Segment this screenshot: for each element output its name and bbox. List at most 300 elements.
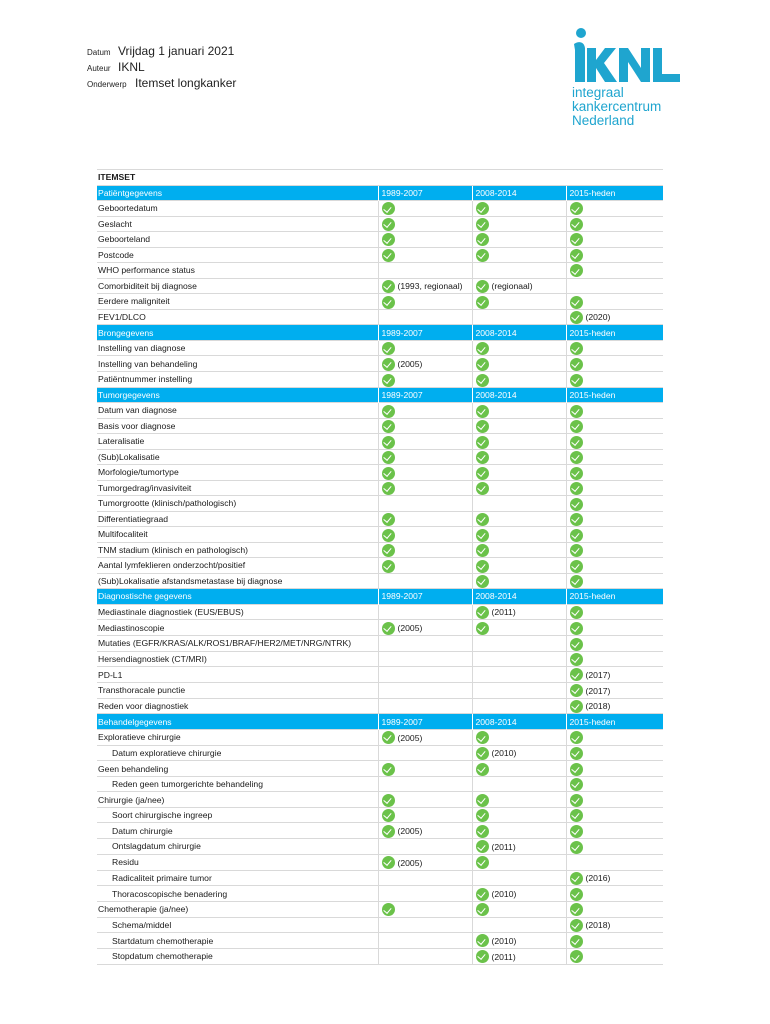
checkmark-icon <box>570 747 583 760</box>
item-row <box>97 309 663 325</box>
item-label: Eerdere maligniteit <box>97 294 378 310</box>
item-row <box>97 917 663 933</box>
item-row <box>97 465 663 481</box>
period-cell <box>378 823 472 839</box>
checkmark-icon <box>476 202 489 215</box>
item-row <box>97 201 663 217</box>
period-cell <box>378 232 472 248</box>
checkmark-icon <box>476 856 489 869</box>
item-label: Datum chirurgie <box>97 823 378 839</box>
item-label: Ontslagdatum chirurgie <box>97 839 378 855</box>
period-cell <box>378 902 472 918</box>
period-cell <box>566 886 663 902</box>
item-row <box>97 449 663 465</box>
period-cell <box>378 933 472 949</box>
period-cell <box>378 340 472 356</box>
item-row <box>97 776 663 792</box>
checkmark-icon <box>570 778 583 791</box>
item-row <box>97 294 663 310</box>
checkmark-icon <box>570 451 583 464</box>
period-cell <box>566 573 663 589</box>
item-label: Instelling van diagnose <box>97 340 378 356</box>
checkmark-icon <box>476 825 489 838</box>
item-row <box>97 403 663 419</box>
period-cell <box>378 247 472 263</box>
period-cell <box>566 480 663 496</box>
item-label: Transthoracale punctie <box>97 682 378 698</box>
checkmark-icon <box>570 264 583 277</box>
checkmark-icon <box>476 529 489 542</box>
period-cell <box>378 278 472 294</box>
checkmark-icon <box>570 342 583 355</box>
item-label: Chirurgie (ja/nee) <box>97 792 378 808</box>
period-header: 2015-heden <box>566 325 663 341</box>
item-label: Mutaties (EGFR/KRAS/ALK/ROS1/BRAF/HER2/MET/NRG/NTRK) <box>97 636 378 652</box>
item-label: Tumorgrootte (klinisch/pathologisch) <box>97 496 378 512</box>
period-cell <box>472 340 566 356</box>
checkmark-icon <box>382 296 395 309</box>
checkmark-icon <box>570 249 583 262</box>
meta-date-label: Datum <box>87 48 111 57</box>
period-note: (2005) <box>397 623 423 634</box>
item-label: Differentiatiegraad <box>97 511 378 527</box>
checkmark-icon <box>382 233 395 246</box>
item-label: Exploratieve chirurgie <box>97 729 378 745</box>
item-row <box>97 807 663 823</box>
period-cell <box>378 948 472 964</box>
item-row <box>97 247 663 263</box>
period-cell <box>378 356 472 372</box>
period-cell <box>378 729 472 745</box>
checkmark-icon <box>382 436 395 449</box>
checkmark-icon <box>382 622 395 635</box>
period-note: (1993, regionaal) <box>397 281 463 292</box>
period-cell <box>566 761 663 777</box>
period-cell <box>472 870 566 886</box>
period-cell <box>472 698 566 714</box>
period-cell <box>472 917 566 933</box>
period-cell <box>378 839 472 855</box>
checkmark-icon <box>570 482 583 495</box>
period-cell <box>566 776 663 792</box>
item-label: Postcode <box>97 247 378 263</box>
period-note: (regionaal) <box>491 281 533 292</box>
section-title: Brongegevens <box>97 325 378 341</box>
period-cell <box>472 807 566 823</box>
item-label: Datum van diagnose <box>97 403 378 419</box>
item-row <box>97 340 663 356</box>
meta-subject-row <box>87 76 236 92</box>
period-cell <box>378 792 472 808</box>
item-label: Mediastinoscopie <box>97 620 378 636</box>
item-row <box>97 232 663 248</box>
checkmark-icon <box>476 280 489 293</box>
checkmark-icon <box>570 560 583 573</box>
checkmark-icon <box>570 498 583 511</box>
period-cell <box>378 496 472 512</box>
item-label: Startdatum chemotherapie <box>97 933 378 949</box>
checkmark-icon <box>570 903 583 916</box>
checkmark-icon <box>570 872 583 885</box>
itemset-title: ITEMSET <box>97 170 378 186</box>
checkmark-icon <box>476 560 489 573</box>
checkmark-icon <box>570 467 583 480</box>
item-row <box>97 372 663 388</box>
period-cell <box>566 823 663 839</box>
checkmark-icon <box>570 233 583 246</box>
period-cell <box>472 636 566 652</box>
checkmark-icon <box>382 731 395 744</box>
item-label: Thoracoscopische benadering <box>97 886 378 902</box>
period-cell <box>378 372 472 388</box>
checkmark-icon <box>476 374 489 387</box>
checkmark-icon <box>382 358 395 371</box>
period-cell <box>566 948 663 964</box>
item-label: Geboortedatum <box>97 201 378 217</box>
period-note: (2011) <box>491 841 516 852</box>
item-label: Hersendiagnostiek (CT/MRI) <box>97 651 378 667</box>
period-header: 1989-2007 <box>378 714 472 730</box>
period-cell <box>472 902 566 918</box>
period-cell <box>378 886 472 902</box>
period-cell <box>566 745 663 761</box>
period-cell <box>566 372 663 388</box>
checkmark-icon <box>570 763 583 776</box>
checkmark-icon <box>476 888 489 901</box>
period-note: (2011) <box>491 607 516 618</box>
period-cell <box>472 839 566 855</box>
checkmark-icon <box>570 420 583 433</box>
checkmark-icon <box>382 529 395 542</box>
period-header: 1989-2007 <box>378 589 472 605</box>
checkmark-icon <box>382 809 395 822</box>
item-row <box>97 682 663 698</box>
item-row <box>97 263 663 279</box>
checkmark-icon <box>476 747 489 760</box>
item-label: Instelling van behandeling <box>97 356 378 372</box>
item-label: Patiëntnummer instelling <box>97 372 378 388</box>
meta-author-label: Auteur <box>87 64 111 73</box>
period-cell <box>566 496 663 512</box>
period-cell <box>472 356 566 372</box>
item-row <box>97 496 663 512</box>
checkmark-icon <box>476 903 489 916</box>
item-row <box>97 870 663 886</box>
period-header: 1989-2007 <box>378 325 472 341</box>
checkmark-icon <box>476 405 489 418</box>
period-cell <box>472 216 566 232</box>
checkmark-icon <box>476 420 489 433</box>
section-title: Tumorgegevens <box>97 387 378 403</box>
checkmark-icon <box>570 935 583 948</box>
period-cell <box>472 604 566 620</box>
item-label: PD-L1 <box>97 667 378 683</box>
period-cell <box>472 263 566 279</box>
period-cell <box>566 449 663 465</box>
checkmark-icon <box>476 218 489 231</box>
item-label: Morfologie/tumortype <box>97 465 378 481</box>
period-note: (2005) <box>397 359 423 370</box>
checkmark-icon <box>476 451 489 464</box>
checkmark-icon <box>570 700 583 713</box>
period-cell <box>566 340 663 356</box>
period-cell <box>566 511 663 527</box>
item-row <box>97 823 663 839</box>
iknl-logo-mark <box>572 26 684 86</box>
checkmark-icon <box>570 809 583 822</box>
period-cell <box>472 558 566 574</box>
period-cell <box>378 527 472 543</box>
period-note: (2005) <box>397 732 423 743</box>
period-cell <box>472 511 566 527</box>
period-cell <box>378 558 472 574</box>
checkmark-icon <box>476 513 489 526</box>
period-cell <box>566 542 663 558</box>
period-cell <box>566 792 663 808</box>
period-cell <box>378 604 472 620</box>
period-note: (2020) <box>585 312 611 323</box>
item-row <box>97 902 663 918</box>
checkmark-icon <box>476 794 489 807</box>
period-cell <box>566 854 663 870</box>
period-cell <box>472 682 566 698</box>
iknl-logo <box>572 26 687 128</box>
checkmark-icon <box>382 280 395 293</box>
checkmark-icon <box>476 840 489 853</box>
item-label: Stopdatum chemotherapie <box>97 948 378 964</box>
checkmark-icon <box>476 358 489 371</box>
period-cell <box>378 309 472 325</box>
period-cell <box>472 480 566 496</box>
period-cell <box>472 761 566 777</box>
period-cell <box>378 573 472 589</box>
period-cell <box>472 232 566 248</box>
period-cell <box>472 948 566 964</box>
period-cell <box>566 729 663 745</box>
period-note: (2010) <box>491 889 517 900</box>
period-header: 1989-2007 <box>378 387 472 403</box>
period-header: 2015-heden <box>566 185 663 201</box>
period-cell <box>566 309 663 325</box>
item-row <box>97 933 663 949</box>
meta-author-row <box>87 60 236 76</box>
period-cell <box>566 356 663 372</box>
checkmark-icon <box>570 950 583 963</box>
period-cell <box>472 651 566 667</box>
section-header-row <box>97 387 663 403</box>
item-label: Soort chirurgische ingreep <box>97 807 378 823</box>
checkmark-icon <box>476 622 489 635</box>
itemset-table-body <box>97 170 663 965</box>
item-row <box>97 854 663 870</box>
period-note: (2018) <box>585 920 611 931</box>
period-cell <box>378 917 472 933</box>
checkmark-icon <box>382 405 395 418</box>
period-cell <box>472 745 566 761</box>
checkmark-icon <box>476 233 489 246</box>
period-cell <box>378 542 472 558</box>
section-header-row <box>97 185 663 201</box>
period-header: 2008-2014 <box>472 589 566 605</box>
period-cell <box>472 449 566 465</box>
checkmark-icon <box>476 950 489 963</box>
checkmark-icon <box>570 684 583 697</box>
item-label: Lateralisatie <box>97 434 378 450</box>
item-row <box>97 434 663 450</box>
period-header: 2008-2014 <box>472 325 566 341</box>
item-label: Reden geen tumorgerichte behandeling <box>97 776 378 792</box>
period-cell <box>378 434 472 450</box>
item-row <box>97 886 663 902</box>
period-header: 2008-2014 <box>472 185 566 201</box>
period-cell <box>378 480 472 496</box>
itemset-table <box>97 169 663 965</box>
period-cell <box>472 309 566 325</box>
checkmark-icon <box>382 794 395 807</box>
checkmark-icon <box>476 544 489 557</box>
item-row <box>97 278 663 294</box>
period-cell <box>378 636 472 652</box>
checkmark-icon <box>476 342 489 355</box>
checkmark-icon <box>570 374 583 387</box>
period-cell <box>472 247 566 263</box>
checkmark-icon <box>476 575 489 588</box>
checkmark-icon <box>570 622 583 635</box>
period-note: (2005) <box>397 857 423 868</box>
period-cell <box>566 933 663 949</box>
item-row <box>97 698 663 714</box>
period-cell <box>378 294 472 310</box>
period-cell <box>566 294 663 310</box>
item-label: Reden voor diagnostiek <box>97 698 378 714</box>
period-cell <box>378 870 472 886</box>
period-cell <box>472 403 566 419</box>
section-title: Patiëntgegevens <box>97 185 378 201</box>
checkmark-icon <box>382 202 395 215</box>
period-cell <box>566 620 663 636</box>
period-cell <box>566 902 663 918</box>
item-row <box>97 511 663 527</box>
checkmark-icon <box>570 405 583 418</box>
item-row <box>97 558 663 574</box>
logo-tagline-2: kankercentrum <box>572 99 662 114</box>
period-cell <box>472 418 566 434</box>
checkmark-icon <box>382 451 395 464</box>
checkmark-icon <box>382 825 395 838</box>
item-row <box>97 729 663 745</box>
item-label: Datum exploratieve chirurgie <box>97 745 378 761</box>
item-row <box>97 604 663 620</box>
period-cell <box>378 854 472 870</box>
checkmark-icon <box>476 482 489 495</box>
item-row <box>97 418 663 434</box>
item-label: Mediastinale diagnostiek (EUS/EBUS) <box>97 604 378 620</box>
item-row <box>97 745 663 761</box>
period-header: 2015-heden <box>566 714 663 730</box>
logo-tagline-1: integraal <box>572 85 624 100</box>
item-row <box>97 216 663 232</box>
item-label: Radicaliteit primaire tumor <box>97 870 378 886</box>
checkmark-icon <box>382 544 395 557</box>
checkmark-icon <box>382 420 395 433</box>
period-cell <box>566 604 663 620</box>
section-header-row <box>97 589 663 605</box>
period-header: 2008-2014 <box>472 387 566 403</box>
checkmark-icon <box>570 794 583 807</box>
period-cell <box>472 542 566 558</box>
period-cell <box>378 201 472 217</box>
period-cell <box>472 776 566 792</box>
checkmark-icon <box>382 467 395 480</box>
item-row <box>97 667 663 683</box>
period-cell <box>566 278 663 294</box>
period-note: (2017) <box>585 669 611 680</box>
item-label: Chemotherapie (ja/nee) <box>97 902 378 918</box>
checkmark-icon <box>476 934 489 947</box>
period-cell <box>378 745 472 761</box>
period-cell <box>566 651 663 667</box>
item-label: (Sub)Lokalisatie afstandsmetastase bij diagnose <box>97 573 378 589</box>
period-cell <box>566 917 663 933</box>
checkmark-icon <box>476 436 489 449</box>
checkmark-icon <box>476 731 489 744</box>
checkmark-icon <box>382 374 395 387</box>
period-cell <box>566 682 663 698</box>
period-cell <box>378 465 472 481</box>
item-label: Schema/middel <box>97 917 378 933</box>
period-cell <box>566 527 663 543</box>
checkmark-icon <box>382 482 395 495</box>
meta-subject-value: Itemset longkanker <box>135 76 237 90</box>
item-label: Basis voor diagnose <box>97 418 378 434</box>
period-cell <box>472 620 566 636</box>
period-cell <box>472 294 566 310</box>
checkmark-icon <box>570 544 583 557</box>
period-cell <box>566 263 663 279</box>
checkmark-icon <box>476 249 489 262</box>
period-cell <box>378 511 472 527</box>
period-cell <box>472 201 566 217</box>
period-cell <box>566 636 663 652</box>
period-cell <box>472 372 566 388</box>
meta-subject-label: Onderwerp <box>87 80 127 89</box>
period-cell <box>378 807 472 823</box>
period-cell <box>566 232 663 248</box>
period-cell <box>472 729 566 745</box>
checkmark-icon <box>570 638 583 651</box>
period-note: (2017) <box>585 685 611 696</box>
item-label: Residu <box>97 854 378 870</box>
period-cell <box>566 434 663 450</box>
item-label: FEV1/DLCO <box>97 309 378 325</box>
meta-author-value: IKNL <box>118 60 145 74</box>
period-cell <box>378 263 472 279</box>
checkmark-icon <box>382 560 395 573</box>
logo-tagline-3: Nederland <box>572 113 635 128</box>
period-note: (2005) <box>397 826 423 837</box>
period-cell <box>472 854 566 870</box>
period-note: (2018) <box>585 701 611 712</box>
item-row <box>97 527 663 543</box>
period-note: (2010) <box>491 935 517 946</box>
checkmark-icon <box>570 513 583 526</box>
item-row <box>97 573 663 589</box>
period-cell <box>472 667 566 683</box>
period-cell <box>378 418 472 434</box>
period-cell <box>566 465 663 481</box>
checkmark-icon <box>382 903 395 916</box>
period-cell <box>378 449 472 465</box>
